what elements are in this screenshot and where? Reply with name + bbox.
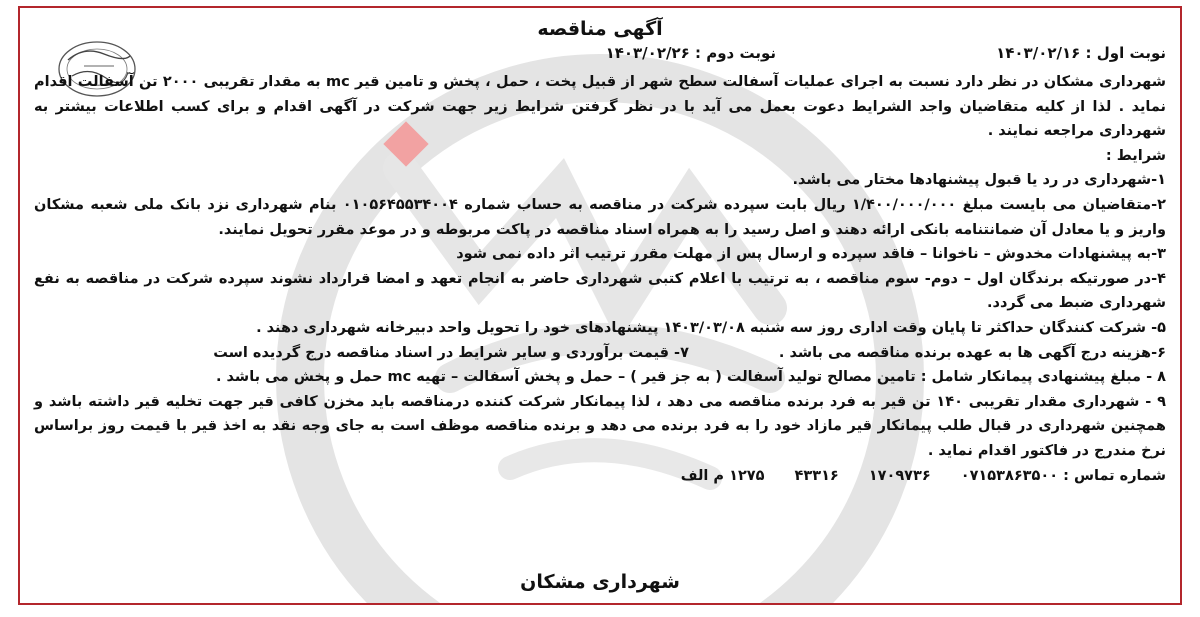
condition-1: ۱-شهرداری در رد یا قبول پیشنهادها مختار می باشد. [792, 172, 1166, 189]
notice-frame [18, 6, 1182, 605]
condition-7: ۷- قیمت برآوردی و سایر شرایط در اسناد مناقصه درج گردیده است [213, 344, 689, 361]
conditions-heading: شرایط : [1105, 147, 1166, 164]
issuer-signature: شهرداری مشکان [520, 571, 680, 593]
first-notice-date: نوبت اول : ۱۴۰۳/۰۲/۱۶ [996, 44, 1166, 62]
notice-body [34, 70, 1166, 488]
code-2: ۴۳۳۱۶ [794, 467, 839, 484]
conditions-6-7 [34, 341, 1166, 366]
notice-content [20, 8, 1180, 603]
condition-5: ۵- شرکت کنندگان حداکثر تا پایان وقت اداری روز سه شنبه ۱۴۰۳/۰۳/۰۸ پیشنهادهای خود را تحویل واحد دبیرخانه شهرداری دهند . [256, 319, 1166, 336]
contact-row [34, 464, 1166, 489]
intro-paragraph: شهرداری مشکان در نظر دارد نسبت به اجرای عملیات آسفالت سطح شهر از قبیل پخت ، حمل ، پخش و تامین قیر mc به مقدار تقریبی ۲۰۰۰ تن آسفالت اقدام نماید . لذا از کلیه متقاضیان واجد الشرایط دعوت بعمل می آید با در نظر گرفتن شرایط زیر جهت شرکت در آگهی اقدام و برای کسب اطلاعات بیشتر به شهرداری مراجعه نمایند . [34, 74, 1166, 140]
condition-2: ۲-متقاضیان می بایست مبلغ ۱/۴۰۰/۰۰۰/۰۰۰ ریال بابت سپرده شرکت در مناقصه به حساب شماره ۰۱۰۵۶۴۵۵۳۴۰۰۴ بنام شهرداری نزد بانک ملی شعبه مشکان واریز و یا معادل آن ضمانتنامه بانکی ارائه دهند و اصل رسید را به همراه اسناد مناقصه در پاکت مربوطه و در موعد مقرر تحویل نمایند. [34, 196, 1167, 238]
contact-phone: شماره تماس : ۰۷۱۵۳۸۶۳۵۰۰ [960, 467, 1166, 484]
condition-8: ۸ - مبلغ پیشنهادی پیمانکار شامل : تامین مصالح تولید آسفالت ( به جز قیر ) – حمل و پخش آسفالت – تهیه mc حمل و پخش می باشد . [216, 369, 1166, 386]
code-3: ۱۲۷۵ م الف [680, 467, 765, 484]
condition-4: ۴-در صورتیکه برندگان اول – دوم- سوم مناقصه ، به ترتیب با اعلام کتبی شهرداری حاضر به انجام تعهد و امضا قرارداد نشوند سپرده شرکت در مناقصه به نفع شهرداری ضبط می گردد. [34, 270, 1166, 312]
condition-9: ۹ - شهرداری مقدار تقریبی ۱۴۰ تن قیر به فرد برنده مناقصه می دهد ، لذا پیمانکار شرکت کننده درمناقصه باید مخزن کافی قیر جهت تخلیه قیر داشته باشد و همچنین شهرداری در قبال طلب پیمانکار قیر مازاد خود را به فرد برنده می دهد و برنده مناقصه موظف است به جای وجه نقد به اخذ قیر با قیمت روز براساس نرخ مندرج در فاکتور اقدام نماید . [34, 393, 1166, 459]
notice-title: آگهی مناقصه [537, 18, 663, 40]
code-1: ۱۷۰۹۷۳۶ [868, 467, 931, 484]
second-notice-date: نوبت دوم : ۱۴۰۳/۰۲/۲۶ [605, 44, 776, 62]
condition-3: ۳-به پیشنهادات مخدوش – ناخوانا – فاقد سپرده و ارسال پس از مهلت مقرر ترتیب اثر داده نمی شود [456, 246, 1166, 263]
condition-6: ۶-هزینه درج آگهی ها به عهده برنده مناقصه می باشد . [778, 344, 1166, 361]
notice-dates [140, 44, 1166, 70]
